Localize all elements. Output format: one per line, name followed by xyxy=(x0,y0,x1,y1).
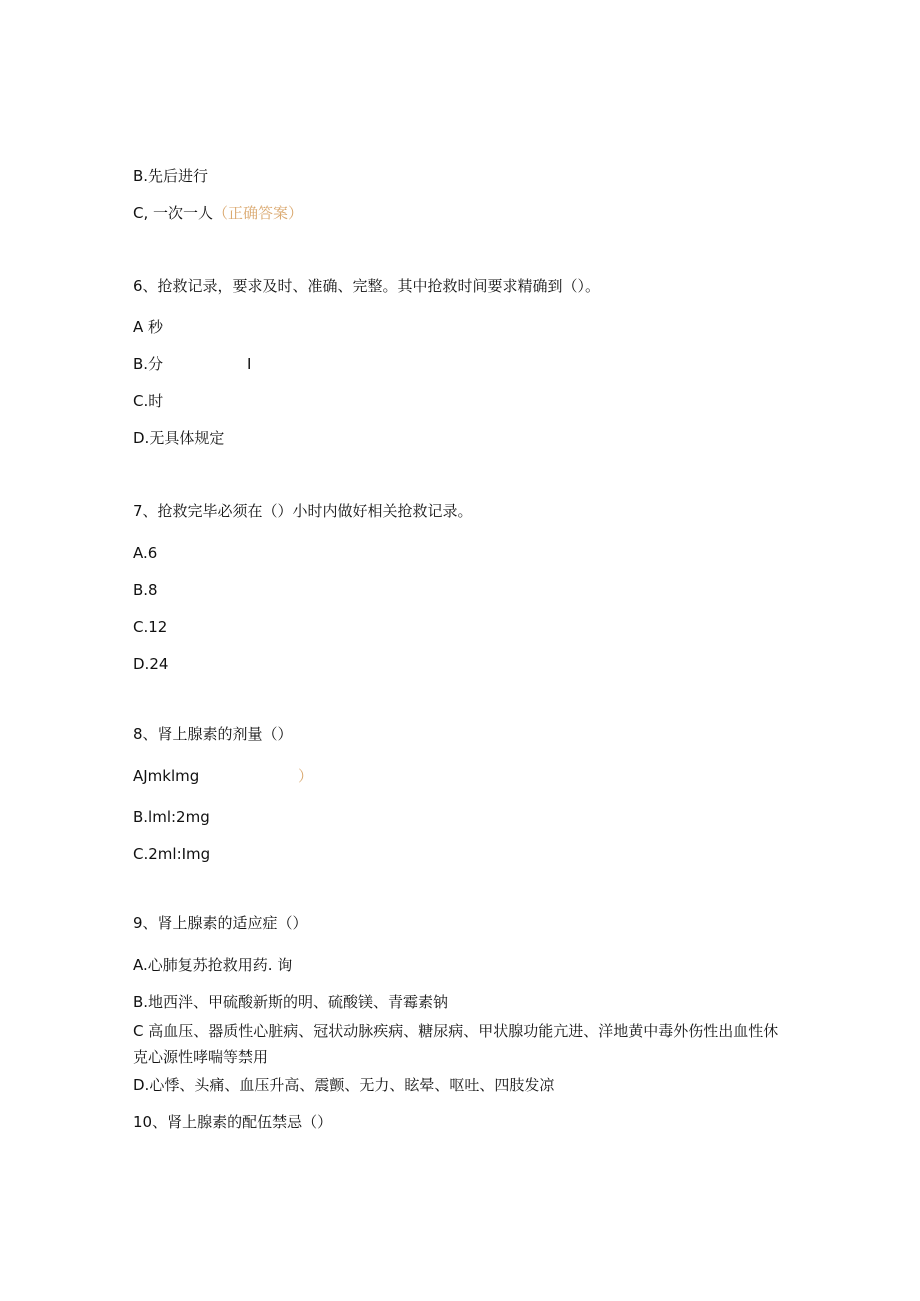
q8-option-b: B.lml:2mg xyxy=(133,808,210,826)
q6-stem: 6、抢救记录，要求及时、准确、完整。其中抢救时间要求精确到（）。 xyxy=(133,277,601,295)
q9-option-a: A.心肺复苏抢救用药. 询 xyxy=(133,956,293,974)
q6-option-b: B.分 xyxy=(133,355,164,373)
q6-option-d: D.无具体规定 xyxy=(133,429,225,447)
q7-option-a: A.6 xyxy=(133,544,158,562)
q10-stem: 10、肾上腺素的配伍禁忌（） xyxy=(133,1113,333,1131)
q5-option-c xyxy=(133,203,303,223)
q8-option-a: AJmklmg xyxy=(133,767,200,785)
q7-stem: 7、抢救完毕必须在（）小时内做好相关抢救记录。 xyxy=(133,502,473,520)
q9-stem: 9、肾上腺素的适应症（） xyxy=(133,914,308,932)
q9-option-c: C 高血压、器质性心脏病、冠状动脉疾病、糖尿病、甲状腺功能亢进、洋地黄中毒外伤性出血性休克心源性哮喘等禁用 xyxy=(133,1022,779,1066)
q7-option-d: D.24 xyxy=(133,655,169,673)
q7-option-c: C.12 xyxy=(133,618,168,636)
q9-option-b: B.地西泮、甲硫酸新斯的明、硫酸镁、青霉素钠 xyxy=(133,993,449,1011)
q5-option-c-text: C, 一次一人 xyxy=(133,204,214,222)
q7-option-b: B.8 xyxy=(133,581,158,599)
q8-option-c: C.2ml:Img xyxy=(133,845,211,863)
q8-stem: 8、肾上腺素的剂量（） xyxy=(133,725,293,743)
q5-option-b: B.先后进行 xyxy=(133,167,209,185)
q6-option-a: A 秒 xyxy=(133,318,164,336)
stray-mark: I xyxy=(247,355,252,373)
q9-option-d: D.心悸、头痛、血压升高、震颤、无力、眩晕、呕吐、四肢发凉 xyxy=(133,1076,555,1094)
q6-option-c: C.时 xyxy=(133,392,164,410)
stray-answer-mark: ） xyxy=(298,767,314,785)
correct-answer-label: （正确答案） xyxy=(213,204,304,222)
